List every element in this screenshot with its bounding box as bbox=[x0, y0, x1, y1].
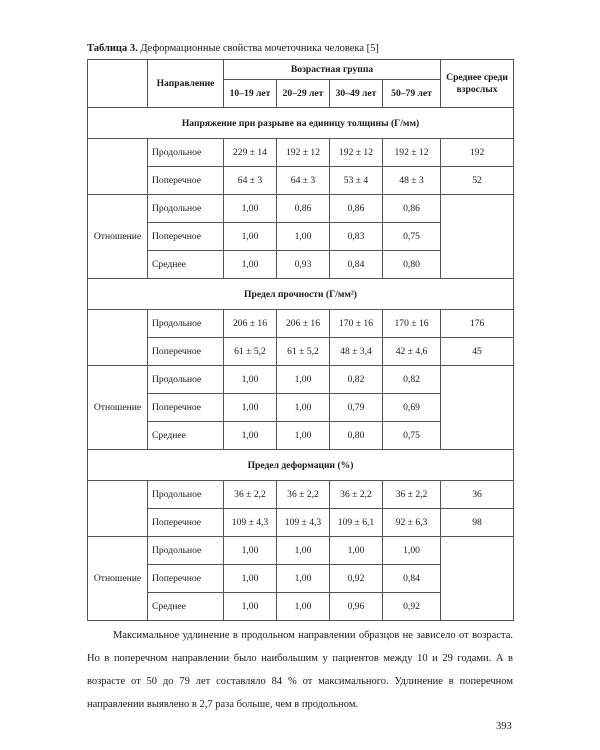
ratio-label: Отношение bbox=[88, 366, 148, 450]
ratio-value-cell: 0,86 bbox=[277, 195, 330, 223]
empty-average-cell bbox=[441, 366, 514, 450]
value-cell: 229 ± 14 bbox=[224, 139, 277, 167]
ratio-value-cell: 1,00 bbox=[277, 422, 330, 450]
ratio-value-cell: 1,00 bbox=[224, 394, 277, 422]
header-average: Среднее среди взрослых bbox=[441, 60, 514, 108]
deformation-table bbox=[87, 59, 514, 621]
table-row bbox=[88, 509, 514, 537]
paragraph-text: Максимальное удлинение в продольном направлении образцов не зависело от возраста. Но в поперечном направлении было наибольшим у пациентов между 10 и 29 годами. А в возрасте от 50 до 79 лет составляло 84 % от максимального. Удлинение в поперечном направлении выявлено в 2,7 раза больше, чем в продольном. bbox=[87, 630, 513, 710]
ratio-value-cell: 1,00 bbox=[277, 565, 330, 593]
value-cell: 206 ± 16 bbox=[224, 310, 277, 338]
table-caption bbox=[87, 43, 379, 54]
direction-cell: Поперечное bbox=[148, 338, 224, 366]
value-cell: 170 ± 16 bbox=[383, 310, 441, 338]
ratio-value-cell: 1,00 bbox=[224, 565, 277, 593]
value-cell: 192 ± 12 bbox=[383, 139, 441, 167]
value-cell: 36 ± 2,2 bbox=[224, 481, 277, 509]
empty-average-cell bbox=[441, 537, 514, 621]
value-cell: 109 ± 4,3 bbox=[277, 509, 330, 537]
empty-group-cell bbox=[88, 481, 148, 537]
ratio-value-cell: 1,00 bbox=[277, 537, 330, 565]
table-row bbox=[88, 310, 514, 338]
empty-group-cell bbox=[88, 310, 148, 366]
ratio-value-cell: 1,00 bbox=[383, 537, 441, 565]
header-age: 50–79 лет bbox=[383, 80, 441, 108]
table-row bbox=[88, 167, 514, 195]
ratio-value-cell: 1,00 bbox=[224, 251, 277, 279]
ratio-value-cell: 0,84 bbox=[330, 251, 383, 279]
page-number: 393 bbox=[496, 721, 512, 732]
section-title-row bbox=[88, 450, 514, 481]
value-cell: 170 ± 16 bbox=[330, 310, 383, 338]
direction-cell: Поперечное bbox=[148, 223, 224, 251]
ratio-value-cell: 1,00 bbox=[224, 223, 277, 251]
empty-group-cell bbox=[88, 139, 148, 195]
average-cell: 176 bbox=[441, 310, 514, 338]
section-title: Предел деформации (%) bbox=[88, 450, 514, 481]
header-empty-cell bbox=[88, 60, 148, 108]
value-cell: 92 ± 6,3 bbox=[383, 509, 441, 537]
section-title: Напряжение при разрыве на единицу толщины (Г/мм) bbox=[88, 108, 514, 139]
ratio-value-cell: 1,00 bbox=[277, 394, 330, 422]
direction-cell: Среднее bbox=[148, 422, 224, 450]
ratio-value-cell: 0,83 bbox=[330, 223, 383, 251]
ratio-value-cell: 0,86 bbox=[330, 195, 383, 223]
ratio-value-cell: 0,75 bbox=[383, 422, 441, 450]
average-cell: 98 bbox=[441, 509, 514, 537]
ratio-value-cell: 1,00 bbox=[330, 537, 383, 565]
ratio-value-cell: 0,82 bbox=[330, 366, 383, 394]
average-cell: 36 bbox=[441, 481, 514, 509]
table-row bbox=[88, 537, 514, 565]
value-cell: 42 ± 4,6 bbox=[383, 338, 441, 366]
ratio-value-cell: 0,79 bbox=[330, 394, 383, 422]
value-cell: 64 ± 3 bbox=[224, 167, 277, 195]
value-cell: 192 ± 12 bbox=[330, 139, 383, 167]
direction-cell: Среднее bbox=[148, 251, 224, 279]
direction-cell: Продольное bbox=[148, 366, 224, 394]
ratio-value-cell: 0,84 bbox=[383, 565, 441, 593]
section-title-row bbox=[88, 279, 514, 310]
ratio-label: Отношение bbox=[88, 195, 148, 279]
direction-cell: Продольное bbox=[148, 139, 224, 167]
value-cell: 206 ± 16 bbox=[277, 310, 330, 338]
value-cell: 48 ± 3,4 bbox=[330, 338, 383, 366]
direction-cell: Поперечное bbox=[148, 509, 224, 537]
empty-average-cell bbox=[441, 195, 514, 279]
table-row bbox=[88, 366, 514, 394]
direction-cell: Поперечное bbox=[148, 565, 224, 593]
header-age-group: Возрастная группа bbox=[224, 60, 441, 80]
section-title: Предел прочности (Г/мм²) bbox=[88, 279, 514, 310]
ratio-value-cell: 1,00 bbox=[224, 593, 277, 621]
direction-cell: Продольное bbox=[148, 537, 224, 565]
value-cell: 192 ± 12 bbox=[277, 139, 330, 167]
ratio-value-cell: 0,75 bbox=[383, 223, 441, 251]
value-cell: 64 ± 3 bbox=[277, 167, 330, 195]
caption-text: Деформационные свойства мочеточника человека [5] bbox=[137, 43, 379, 54]
ratio-value-cell: 1,00 bbox=[277, 223, 330, 251]
direction-cell: Поперечное bbox=[148, 394, 224, 422]
direction-cell: Продольное bbox=[148, 481, 224, 509]
value-cell: 109 ± 6,1 bbox=[330, 509, 383, 537]
section-title-row bbox=[88, 108, 514, 139]
ratio-value-cell: 0,92 bbox=[383, 593, 441, 621]
direction-cell: Поперечное bbox=[148, 167, 224, 195]
ratio-label: Отношение bbox=[88, 537, 148, 621]
value-cell: 61 ± 5,2 bbox=[224, 338, 277, 366]
average-cell: 45 bbox=[441, 338, 514, 366]
body-paragraph bbox=[87, 624, 513, 716]
ratio-value-cell: 1,00 bbox=[224, 422, 277, 450]
value-cell: 61 ± 5,2 bbox=[277, 338, 330, 366]
ratio-value-cell: 0,80 bbox=[330, 422, 383, 450]
direction-cell: Среднее bbox=[148, 593, 224, 621]
ratio-value-cell: 0,69 bbox=[383, 394, 441, 422]
ratio-value-cell: 1,00 bbox=[224, 195, 277, 223]
ratio-value-cell: 1,00 bbox=[224, 537, 277, 565]
ratio-value-cell: 0,86 bbox=[383, 195, 441, 223]
ratio-value-cell: 0,93 bbox=[277, 251, 330, 279]
ratio-value-cell: 1,00 bbox=[277, 366, 330, 394]
value-cell: 53 ± 4 bbox=[330, 167, 383, 195]
ratio-value-cell: 1,00 bbox=[224, 366, 277, 394]
direction-cell: Продольное bbox=[148, 310, 224, 338]
ratio-value-cell: 0,96 bbox=[330, 593, 383, 621]
value-cell: 48 ± 3 bbox=[383, 167, 441, 195]
table-row bbox=[88, 338, 514, 366]
header-age: 30–49 лет bbox=[330, 80, 383, 108]
header-direction: Направление bbox=[148, 60, 224, 108]
direction-cell: Продольное bbox=[148, 195, 224, 223]
average-cell: 192 bbox=[441, 139, 514, 167]
value-cell: 36 ± 2,2 bbox=[277, 481, 330, 509]
caption-label: Таблица 3. bbox=[87, 43, 138, 54]
header-age: 20–29 лет bbox=[277, 80, 330, 108]
value-cell: 109 ± 4,3 bbox=[224, 509, 277, 537]
average-cell: 52 bbox=[441, 167, 514, 195]
table-row bbox=[88, 481, 514, 509]
table-row bbox=[88, 139, 514, 167]
value-cell: 36 ± 2,2 bbox=[330, 481, 383, 509]
ratio-value-cell: 0,80 bbox=[383, 251, 441, 279]
value-cell: 36 ± 2,2 bbox=[383, 481, 441, 509]
ratio-value-cell: 0,82 bbox=[383, 366, 441, 394]
ratio-value-cell: 0,92 bbox=[330, 565, 383, 593]
table-row bbox=[88, 195, 514, 223]
header-age: 10–19 лет bbox=[224, 80, 277, 108]
ratio-value-cell: 1,00 bbox=[277, 593, 330, 621]
